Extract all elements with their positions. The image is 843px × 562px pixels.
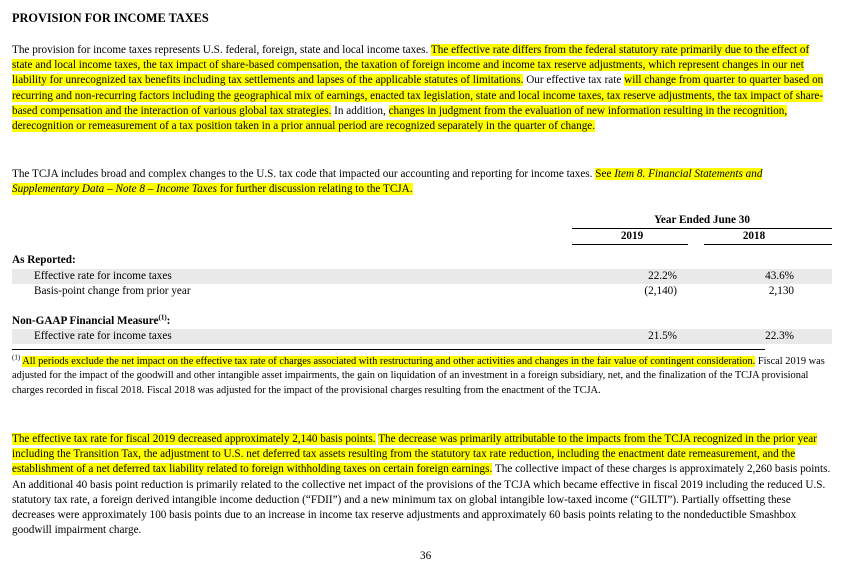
document-page [12, 10, 832, 562]
value-2019: (2,140) [644, 285, 677, 297]
para1-highlight-2: will change from quarter to quarter based on recurring and non-recurring factors including the geographical mix of earnings, enacted tax legislation, state and local income taxes, tax reserve adjustments, the tax impact of share-based compensation and the interaction of various global tax strategies. [12, 74, 824, 117]
value-2018: 43.6% [765, 270, 794, 282]
period-header: Year Ended June 30 [654, 214, 750, 226]
para3-highlight-2: The decrease was primarily attributable to the impacts from the TCJA recognized in the prior year including the Transition Tax, the adjustment to U.S. net deferred tax assets resulting from the statutory tax rate reduction, including the enactment date remeasurement, and the establishment of a net deferred tax liability related to foreign withholding taxes on certain foreign earnings. [12, 433, 817, 476]
para1-highlight-3: changes in judgment from the evaluation of new information resulting in the recognition, derecognition or remeasurement of a tax position taken in a prior annual period are recognized separately in the quarter of change. [12, 104, 788, 133]
para2-text-1: The TCJA includes broad and complex changes to the U.S. tax code that impacted our accounting and reporting for income taxes. [12, 168, 593, 180]
section-title: PROVISION FOR INCOME TAXES [12, 11, 209, 25]
value-2018: 22.3% [765, 330, 794, 342]
non-gaap-label-text: Non-GAAP Financial Measure [12, 315, 159, 327]
footnote-ref: (1) [158, 313, 167, 322]
page-number: 36 [420, 550, 432, 562]
para1-highlight-1: The effective rate differs from the federal statutory rate primarily due to the effect of state and local income taxes, the tax impact of share-based compensation, the taxation of foreign income and income tax reserve adjustments, which represent changes in our net liability for unrecognized tax benefits including tax settlements and lapses of the applicable statutes of limitations. [12, 44, 810, 87]
footnote-text: Fiscal 2019 was adjusted for the impact of the goodwill and other intangible asset impairments, the gain on liquidation of an investment in a foreign subsidiary, net, and the finalization of the TCJA provisional charges recorded in fiscal 2018. Fiscal 2018 was adjusted for the impact of the provisional charges resulting from the enactment of the TCJA. [12, 356, 825, 396]
as-reported-label: As Reported: [12, 254, 76, 266]
table-row [12, 269, 832, 284]
footnote-marker: (1) [12, 353, 21, 362]
col-header-2018: 2018 [742, 230, 766, 242]
as-reported-heading-row [12, 253, 832, 268]
footnote-highlight: All periods exclude the net impact on the effective tax rate of charges associated with restructuring and other activities and changes in the fair value of contingent consideration. [22, 356, 756, 367]
para1-text-2: Our effective tax rate [526, 74, 622, 87]
table-row [12, 284, 832, 299]
table-period-header-row [12, 213, 832, 228]
col-2019-rule [572, 244, 688, 245]
provision-paragraph [12, 43, 832, 134]
value-2019: 21.5% [648, 330, 677, 342]
footnote-rule [12, 349, 765, 350]
para1-text-1: The provision for income taxes represents U.S. federal, foreign, state and local income taxes. [12, 44, 429, 56]
table-year-header-row [12, 229, 832, 244]
effective-rate-discussion [12, 432, 832, 538]
value-2018: 2,130 [768, 285, 794, 297]
para2-tail: for further discussion relating to the TCJA. [219, 183, 413, 196]
col-2018-rule [704, 244, 832, 245]
non-gaap-label [12, 314, 170, 329]
value-2019: 22.2% [648, 270, 677, 282]
row-label: Effective rate for income taxes [34, 330, 172, 342]
row-label: Effective rate for income taxes [34, 270, 172, 282]
non-gaap-colon: : [166, 315, 171, 327]
note-8-reference: Item 8. Financial Statements and Supplementary Data – Note 8 – Income Taxes [12, 168, 763, 196]
para3-text: The collective impact of these charges is approximately 2,260 basis points. An additional 40 basis point reduction is primarily related to the collective net impact of the provisions of the TCJA which became effective in fiscal 2019 including the reduced U.S. statutory tax rate, a foreign derived intangible income deduction (“FDII”) and a new minimum tax on global intangible low-taxed income (“GILTI”). Partially offsetting these decreases were approximately 100 basis points due to an increase in income tax reserve adjustments and approximately 60 basis points relating to the nondeductible Smashbox goodwill impairment charge. [12, 463, 831, 537]
col-header-2019: 2019 [620, 230, 644, 242]
para1-text-3: In addition, [334, 104, 386, 117]
para2-see: See [595, 168, 612, 180]
tcja-paragraph [12, 167, 832, 197]
non-gaap-heading-row [12, 314, 832, 329]
para3-highlight-1: The effective tax rate for fiscal 2019 decreased approximately 2,140 basis points. [12, 433, 376, 445]
table-row [12, 329, 832, 344]
footnote [12, 355, 832, 398]
row-label: Basis-point change from prior year [34, 285, 191, 297]
